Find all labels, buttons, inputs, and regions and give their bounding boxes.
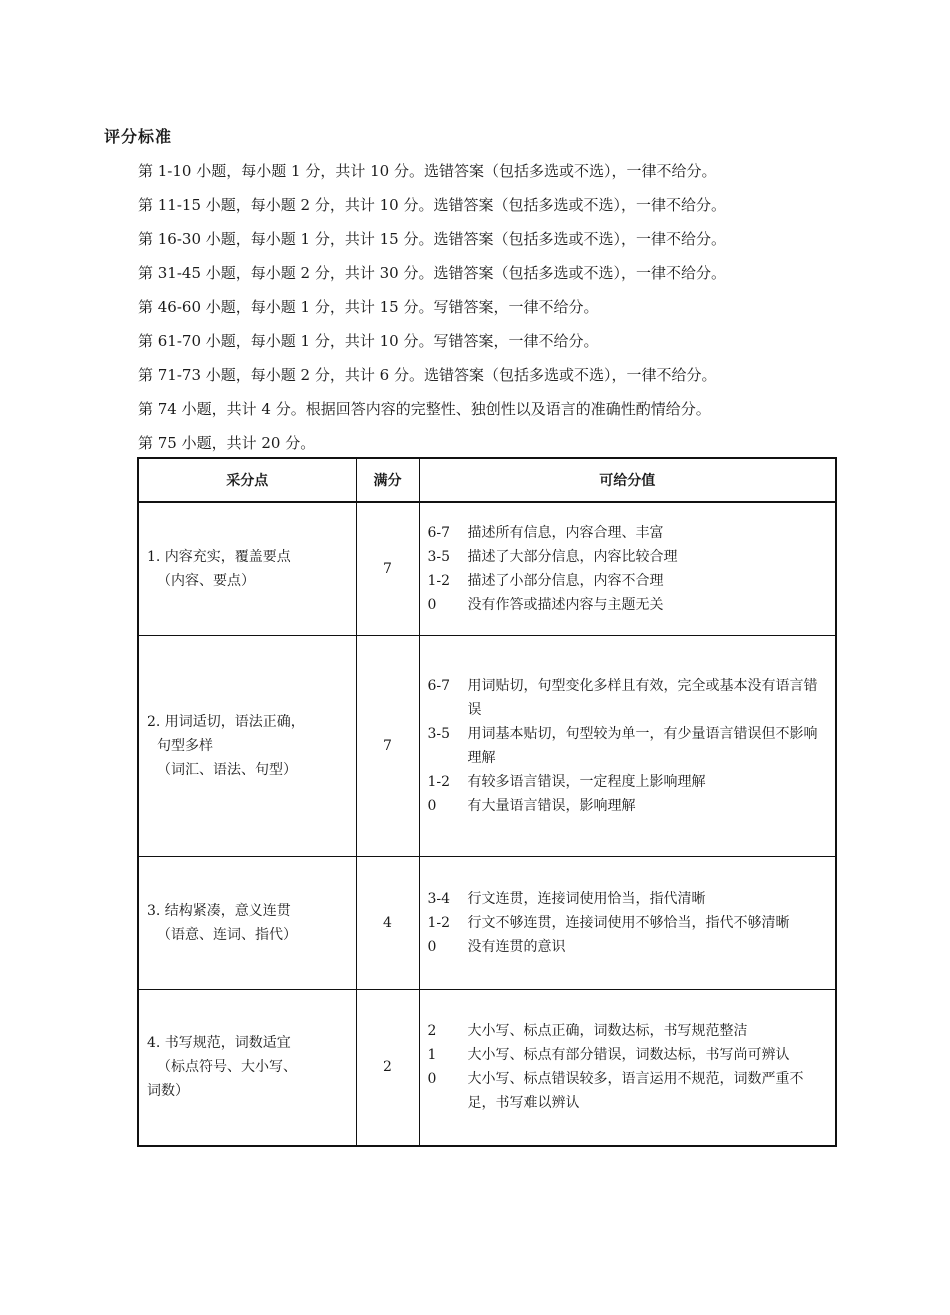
scoring-point-text: 4. 书写规范，词数适宜: [147, 1035, 291, 1052]
scoring-point-cell: [138, 989, 356, 1146]
level-code: 0: [427, 797, 437, 814]
rule-line: 第 71-73 小题，每小题 2 分，共计 6 分。选错答案（包括多选或不选），一律不给分。: [138, 366, 717, 384]
level-code: 1-2: [427, 572, 451, 589]
rule-line: 第 31-45 小题，每小题 2 分，共计 30 分。选错答案（包括多选或不选），一律不给分。: [138, 264, 726, 282]
rule-line: 第 1-10 小题，每小题 1 分，共计 10 分。选错答案（包括多选或不选），一律不给分。: [138, 162, 717, 180]
score-level: [428, 1043, 830, 1067]
scoring-point-text: （词汇、语法、句型）: [157, 761, 297, 778]
level-code: 6-7: [427, 524, 451, 541]
level-description: 描述了小部分信息，内容不合理: [467, 572, 664, 589]
level-description: 没有连贯的意识: [467, 938, 566, 955]
scoring-point-cell: [138, 502, 356, 635]
rule-line: 第 61-70 小题，每小题 1 分，共计 10 分。写错答案，一律不给分。: [138, 332, 599, 350]
scoring-point-text: （标点符号、大小写、: [157, 1059, 297, 1076]
level-description: 用词贴切，句型变化多样且有效，完全或基本没有语言错误: [467, 677, 818, 718]
score-level: [428, 887, 830, 911]
scoring-point-text: 2. 用词适切，语法正确，: [147, 713, 305, 730]
header-scoring-point: 采分点: [138, 458, 356, 502]
level-code: 2: [427, 1023, 437, 1040]
level-description: 描述所有信息，内容合理、丰富: [467, 524, 664, 541]
score-values-cell: [419, 502, 836, 635]
score-level: [428, 722, 830, 770]
level-code: 3-5: [427, 725, 451, 742]
rule-line: 第 16-30 小题，每小题 1 分，共计 15 分。选错答案（包括多选或不选），一律不给分。: [138, 230, 726, 248]
scoring-point-text: 词数）: [147, 1083, 189, 1100]
level-code: 1-2: [427, 914, 451, 931]
score-level: [428, 1019, 830, 1043]
scoring-point-text: 1. 内容充实，覆盖要点: [147, 548, 291, 565]
scoring-point-text: （内容、要点）: [157, 572, 255, 589]
table-row: [138, 989, 836, 1146]
header-score-values: 可给分值: [419, 458, 836, 502]
table-row: [138, 856, 836, 989]
scoring-point-cell: [138, 635, 356, 856]
level-description: 有大量语言错误，影响理解: [467, 797, 636, 814]
scoring-point-cell: [138, 856, 356, 989]
full-score-cell: 7: [356, 502, 419, 635]
level-code: 3-5: [427, 548, 451, 565]
score-level: [428, 545, 830, 569]
rule-line: 第 11-15 小题，每小题 2 分，共计 10 分。选错答案（包括多选或不选），一律不给分。: [138, 196, 726, 214]
score-level: [428, 911, 830, 935]
score-values-cell: [419, 856, 836, 989]
scoring-point-text: 句型多样: [157, 737, 213, 754]
level-code: 0: [427, 938, 437, 955]
level-code: 3-4: [427, 890, 451, 907]
full-score-cell: 7: [356, 635, 419, 856]
score-level: [428, 521, 830, 545]
score-level: [428, 674, 830, 722]
full-score-cell: 2: [356, 989, 419, 1146]
table-row: [138, 502, 836, 635]
score-level: [428, 935, 830, 959]
level-description: 没有作答或描述内容与主题无关: [467, 596, 664, 613]
header-full-score: 满分: [356, 458, 419, 502]
scoring-rules: [138, 154, 858, 460]
scoring-point-text: 3. 结构紧凑，意义连贯: [147, 902, 291, 919]
score-level: [428, 569, 830, 593]
rule-line: 第 74 小题，共计 4 分。根据回答内容的完整性、独创性以及语言的准确性酌情给分。: [138, 400, 711, 418]
section-heading: 评分标准: [104, 127, 173, 146]
score-level: [428, 794, 830, 818]
score-values-cell: [419, 635, 836, 856]
level-description: 大小写、标点正确，词数达标，书写规范整洁: [467, 1023, 748, 1040]
scoring-criteria-table: [137, 457, 837, 1147]
score-level: [428, 770, 830, 794]
rule-line: 第 75 小题，共计 20 分。: [138, 434, 316, 452]
score-level: [428, 1067, 830, 1115]
level-code: 0: [427, 596, 437, 613]
level-code: 0: [427, 1071, 437, 1088]
table-header-row: [138, 458, 836, 502]
level-description: 大小写、标点有部分错误，词数达标，书写尚可辨认: [467, 1047, 790, 1064]
level-code: 1-2: [427, 773, 451, 790]
level-description: 有较多语言错误，一定程度上影响理解: [467, 773, 706, 790]
score-level: [428, 593, 830, 617]
scoring-point-text: （语意、连词、指代）: [157, 926, 297, 943]
level-code: 1: [427, 1047, 437, 1064]
full-score-cell: 4: [356, 856, 419, 989]
table-row: [138, 635, 836, 856]
rule-line: 第 46-60 小题，每小题 1 分，共计 15 分。写错答案，一律不给分。: [138, 298, 599, 316]
score-values-cell: [419, 989, 836, 1146]
level-description: 大小写、标点错误较多，语言运用不规范，词数严重不足，书写难以辨认: [467, 1071, 804, 1112]
level-description: 用词基本贴切，句型较为单一，有少量语言错误但不影响理解: [467, 725, 818, 766]
level-code: 6-7: [427, 677, 451, 694]
level-description: 行文连贯，连接词使用恰当，指代清晰: [467, 890, 706, 907]
level-description: 描述了大部分信息，内容比较合理: [467, 548, 678, 565]
level-description: 行文不够连贯，连接词使用不够恰当，指代不够清晰: [467, 914, 790, 931]
